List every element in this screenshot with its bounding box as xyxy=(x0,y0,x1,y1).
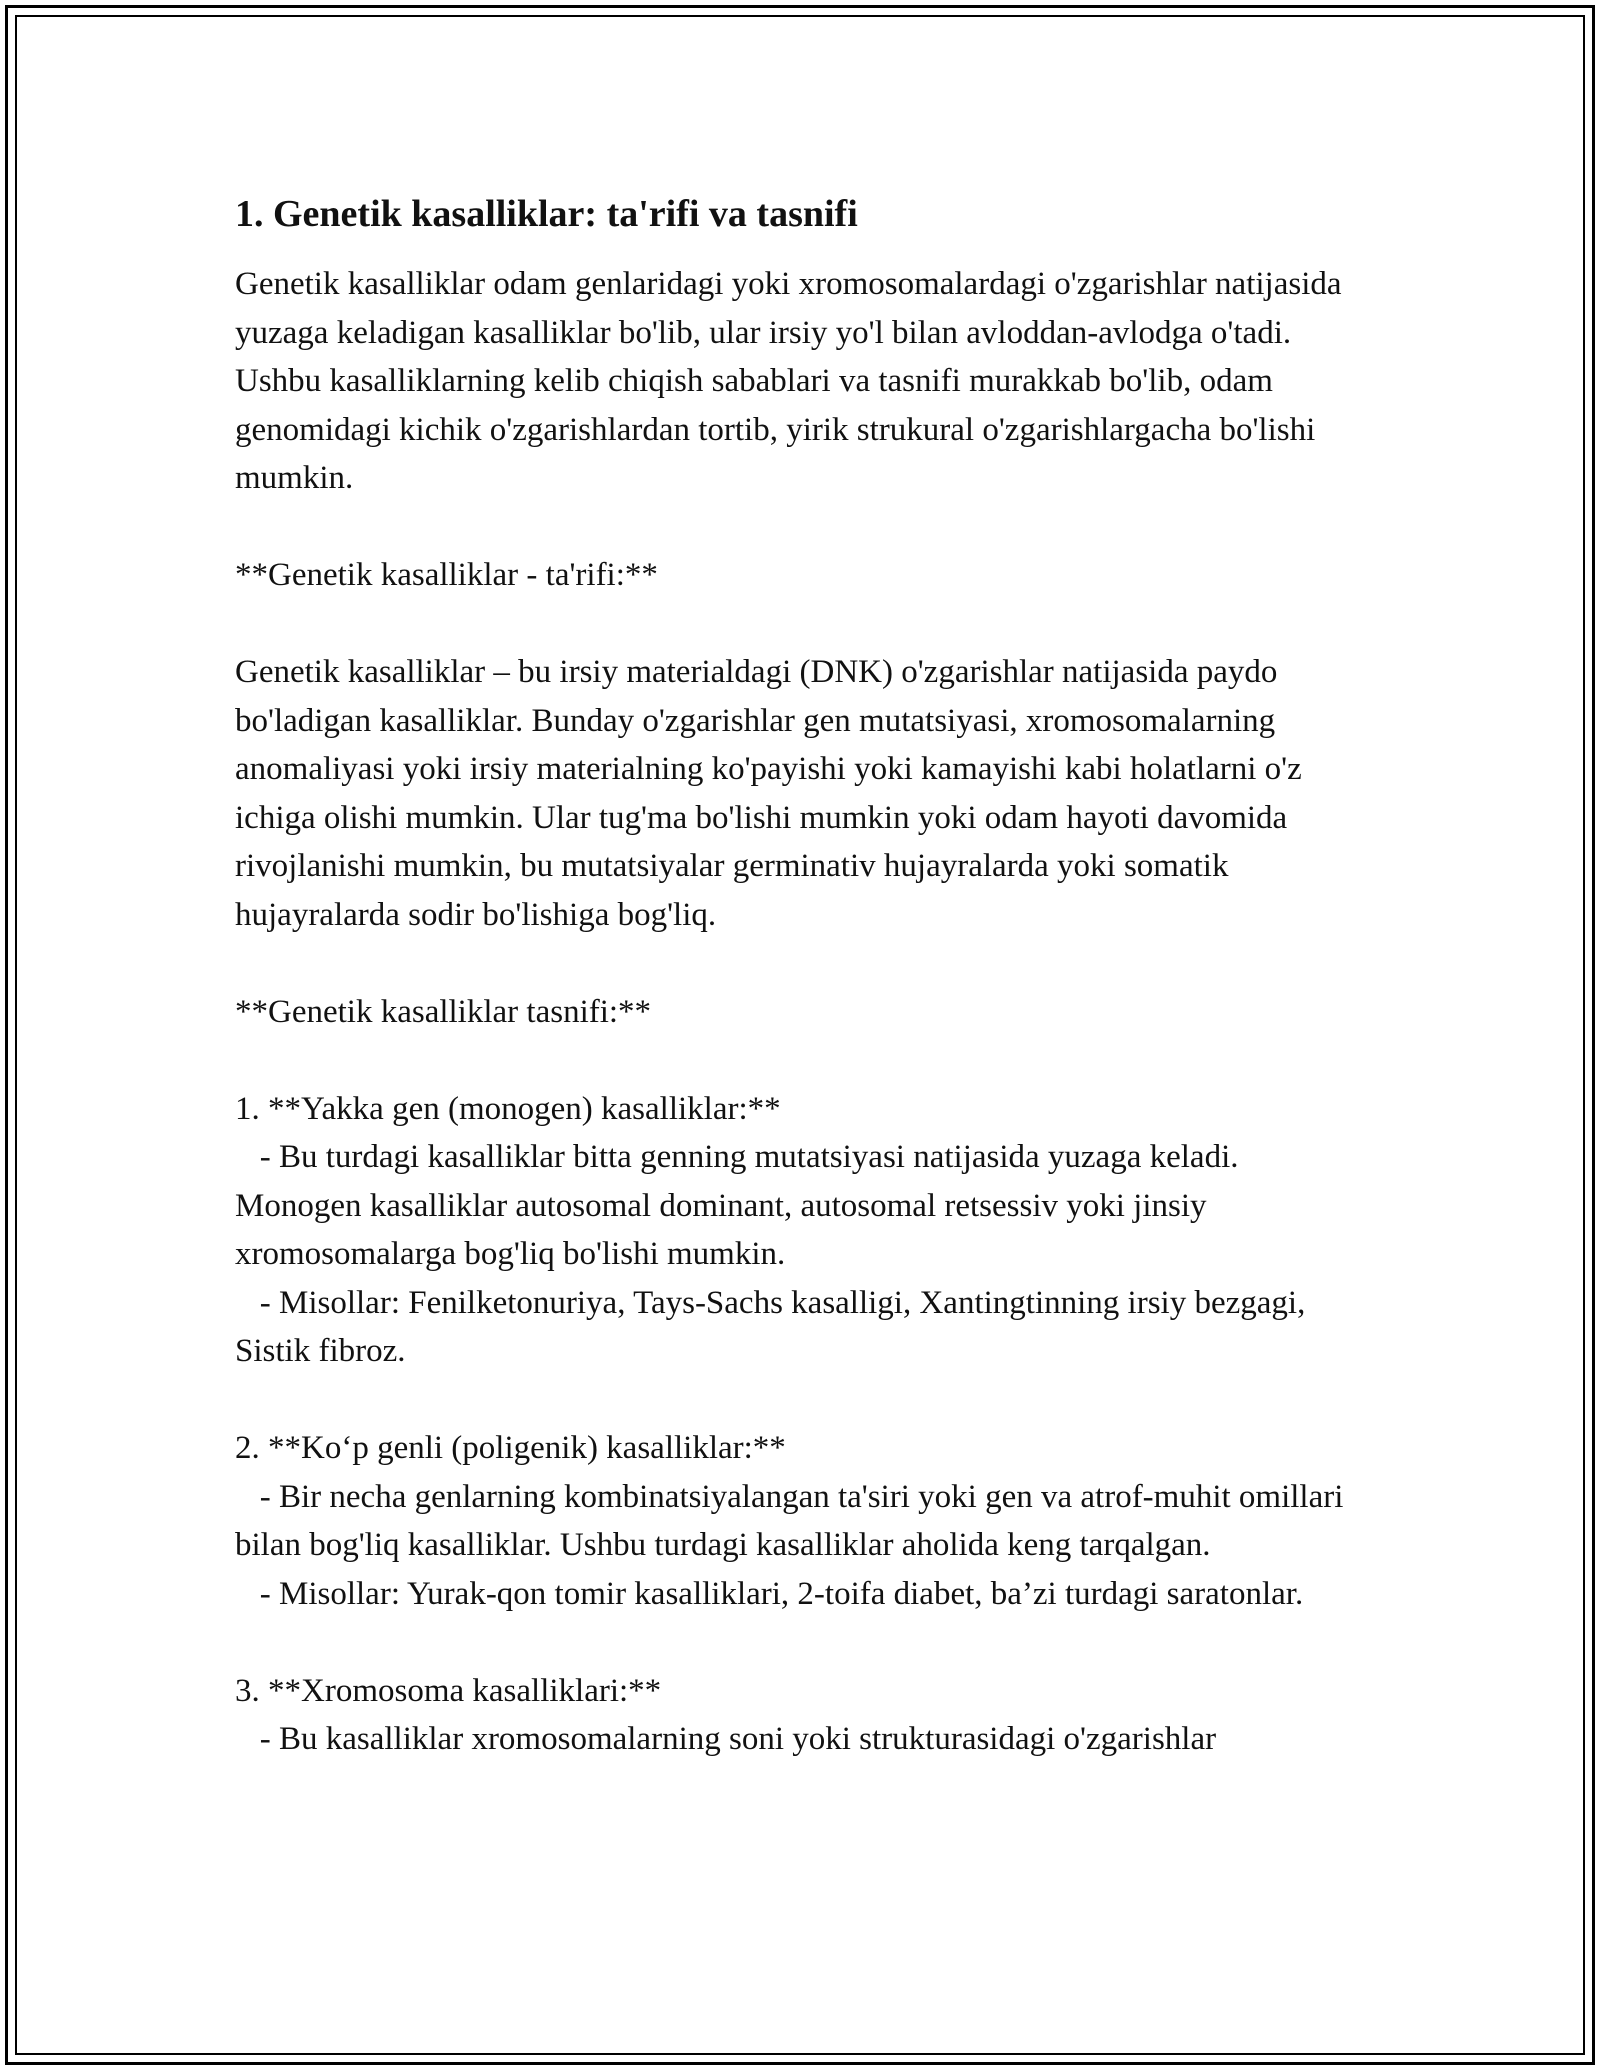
document-title: 1. Genetik kasalliklar: ta'rifi va tasnifi xyxy=(235,193,858,235)
paragraph-gap xyxy=(235,600,1365,649)
definition-heading: **Genetik kasalliklar - ta'rifi:** xyxy=(235,557,658,593)
paragraph-gap xyxy=(235,503,1365,552)
list-item-polygenic: 2. **Ko‘p genli (poligenik) kasalliklar:** - Bir necha genlarning kombinatsiyalangan ta'siri yoki gen va atrof-muhit omillari bilan bog'liq kasalliklar. Ushbu turdagi kasalliklar aholida keng tarqalgan. - Misollar: Yurak-qon tomir kasalliklari, 2-toifa diabet, ba’zi turdagi saratonlar. xyxy=(235,1430,1344,1612)
list-item-monogenic: 1. **Yakka gen (monogen) kasalliklar:** - Bu turdagi kasalliklar bitta genning mutatsiyasi natijasida yuzaga keladi. Monogen kasalliklar autosomal dominant, autosomal retsessiv yoki jinsiy xromosomalarga bog'liq bo'lishi mumkin. - Misollar: Fenilketonuriya, Tays-Sachs kasalligi, Xantingtinning irsiy bezgagi, Sistik fibroz. xyxy=(235,1090,1306,1369)
list-item-chromosomal: 3. **Xromosoma kasalliklari:** - Bu kasalliklar xromosomalarning soni yoki strukturasidagi o'zgarishlar xyxy=(235,1672,1217,1757)
paragraph-gap xyxy=(235,1036,1365,1085)
paragraph-gap xyxy=(235,939,1365,988)
paragraph-gap xyxy=(235,1618,1365,1667)
document-body xyxy=(235,190,1365,1764)
paragraph-gap xyxy=(235,1376,1365,1425)
intro-paragraph: Genetik kasalliklar odam genlaridagi yoki xromosomalardagi o'zgarishlar natijasida yuzaga keladigan kasalliklar bo'lib, ular irsiy yo'l bilan avloddan-avlodga o'tadi. Ushbu kasalliklarning kelib chiqish sabablari va tasnifi murakkab bo'lib, odam genomidagi kichik o'zgarishlardan tortib, yirik strukural o'zgarishlargacha bo'lishi mumkin. xyxy=(235,266,1350,496)
definition-paragraph: Genetik kasalliklar – bu irsiy materialdagi (DNK) o'zgarishlar natijasida paydo bo'ladigan kasalliklar. Bunday o'zgarishlar gen mutatsiyasi, xromosomalarning anomaliyasi yoki irsiy materialning ko'payishi yoki kamayishi kabi holatlarni o'z ichiga olishi mumkin. Ular tug'ma bo'lishi mumkin yoki odam hayoti davomida rivojlanishi mumkin, bu mutatsiyalar germinativ hujayralarda yoki somatik hujayralarda sodir bo'lishiga bog'liq. xyxy=(235,654,1311,933)
classification-heading: **Genetik kasalliklar tasnifi:** xyxy=(235,993,652,1030)
